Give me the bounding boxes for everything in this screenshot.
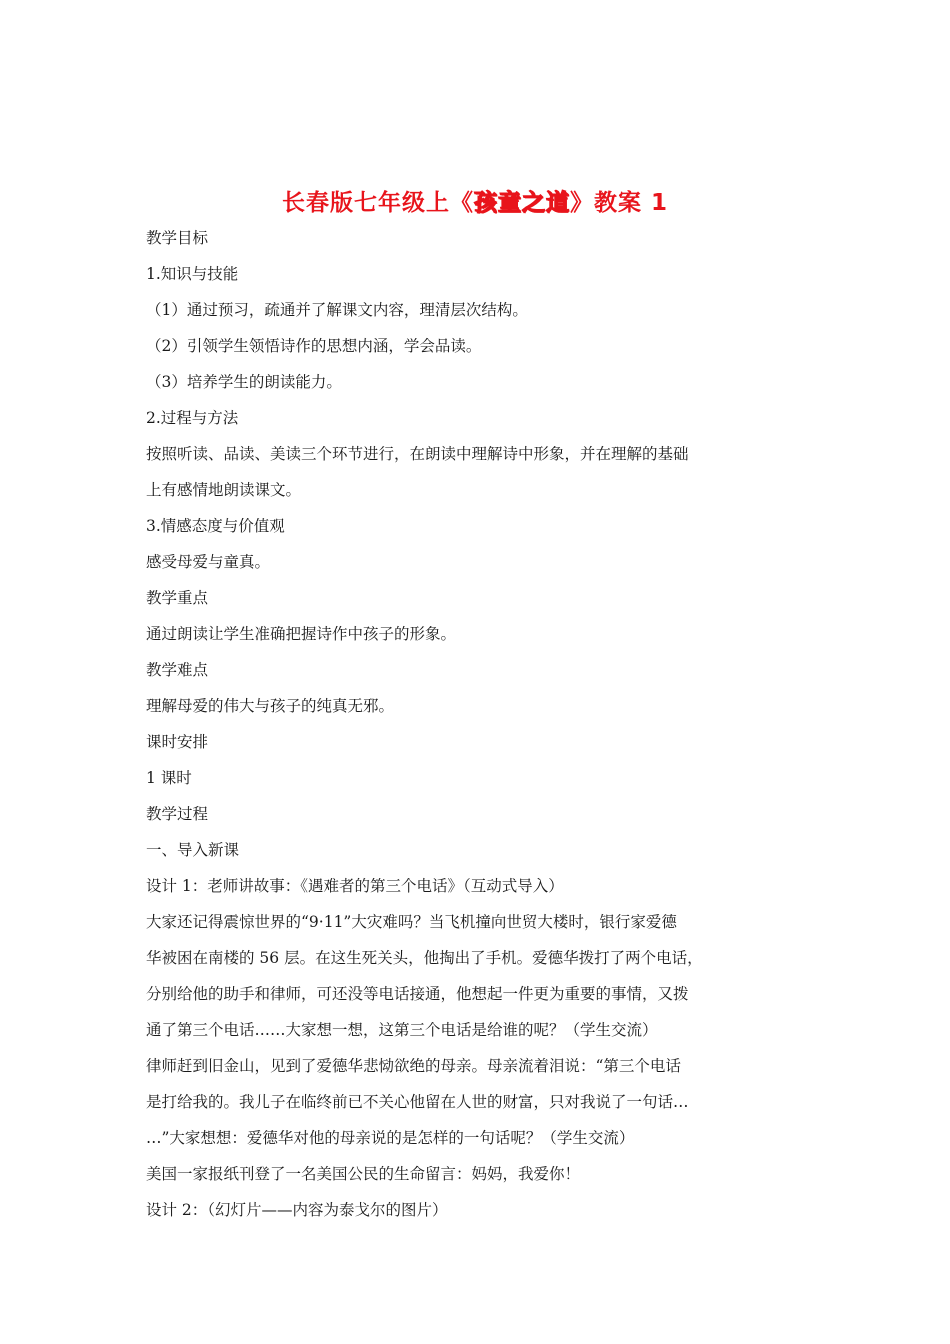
title-prefix: 长春版七年级上《	[281, 190, 474, 216]
paragraph: 感受母爱与童真。	[146, 553, 271, 571]
subheading-knowledge-skills: 1.知识与技能	[146, 265, 239, 283]
paragraph: 上有感情地朗读课文。	[146, 481, 302, 499]
paragraph: 是打给我的。我儿子在临终前已不关心他留在人世的财富，只对我说了一句话…	[146, 1093, 689, 1111]
heading-key-points: 教学重点	[146, 589, 209, 607]
paragraph: 分别给他的助手和律师，可还没等电话接通，他想起一件更为重要的事情，又拨	[146, 985, 689, 1003]
document-body	[146, 226, 766, 1234]
title-book-name: 孩童之道	[473, 190, 570, 216]
paragraph: 通过朗读让学生准确把握诗作中孩子的形象。	[146, 625, 457, 643]
paragraph: 理解母爱的伟大与孩子的纯真无邪。	[146, 697, 395, 715]
document-title	[0, 184, 950, 217]
paragraph: …”大家想想：爱德华对他的母亲说的是怎样的一句话呢？（学生交流）	[146, 1129, 635, 1147]
paragraph: 美国一家报纸刊登了一名美国公民的生命留言：妈妈，我爱你！	[146, 1165, 581, 1183]
paragraph: 按照听读、品读、美读三个环节进行，在朗读中理解诗中形象，并在理解的基础	[146, 445, 689, 463]
subheading-introduction: 一、导入新课	[146, 841, 240, 859]
paragraph: （1）通过预习，疏通并了解课文内容，理清层次结构。	[146, 301, 528, 319]
subheading-process-method: 2.过程与方法	[146, 409, 239, 427]
paragraph: 华被困在南楼的 56 层。在这生死关头，他掏出了手机。爱德华拨打了两个电话，	[146, 949, 703, 967]
heading-difficulties: 教学难点	[146, 661, 209, 679]
paragraph: 大家还记得震惊世界的“9·11”大灾难吗？当飞机撞向世贸大楼时，银行家爱德	[146, 913, 677, 931]
paragraph: 设计 1：老师讲故事：《遇难者的第三个电话》（互动式导入）	[146, 877, 564, 895]
heading-teaching-process: 教学过程	[146, 805, 209, 823]
heading-schedule: 课时安排	[146, 733, 209, 751]
paragraph: 通了第三个电话……大家想一想，这第三个电话是给谁的呢？（学生交流）	[146, 1021, 658, 1039]
paragraph: 1 课时	[146, 769, 192, 787]
paragraph: （2）引领学生领悟诗作的思想内涵，学会品读。	[146, 337, 482, 355]
paragraph: （3）培养学生的朗读能力。	[146, 373, 342, 391]
paragraph: 设计 2：（幻灯片——内容为泰戈尔的图片）	[146, 1201, 448, 1219]
paragraph: 律师赶到旧金山，见到了爱德华悲恸欲绝的母亲。母亲流着泪说：“第三个电话	[146, 1057, 681, 1075]
heading-teaching-goals: 教学目标	[146, 229, 209, 247]
title-suffix: 》教案 1	[569, 190, 668, 216]
subheading-emotion-values: 3.情感态度与价值观	[146, 517, 285, 535]
